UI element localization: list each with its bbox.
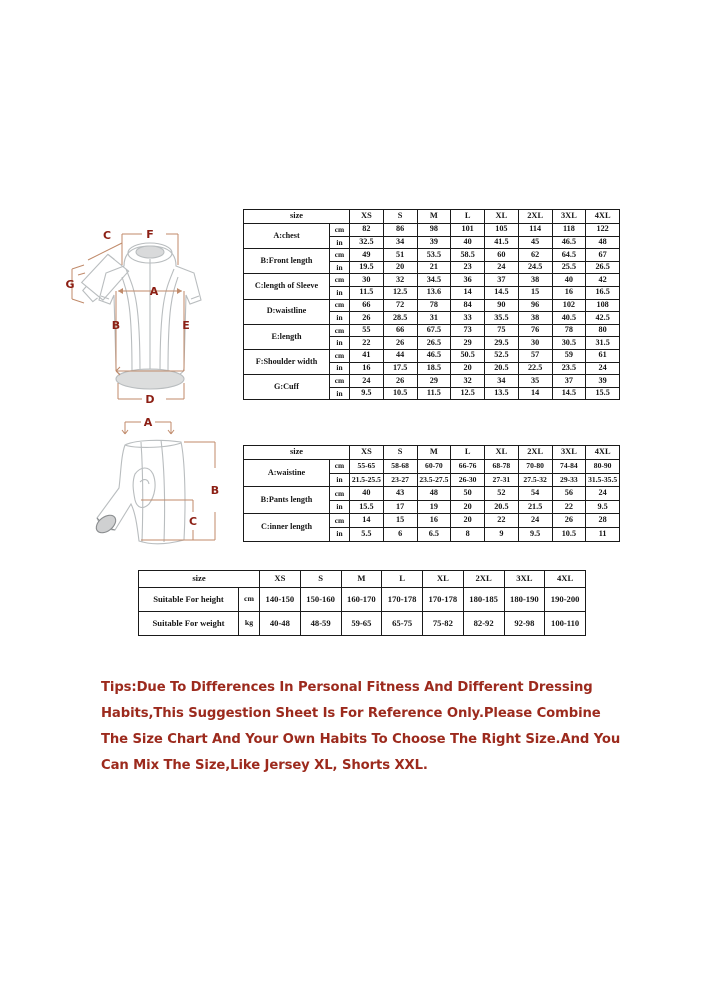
- column-header-m: M: [417, 446, 451, 460]
- cell-value: 44: [383, 349, 417, 362]
- column-header-4xl: 4XL: [545, 571, 586, 588]
- cell-value: 64.5: [552, 249, 586, 262]
- cell-value: 39: [586, 375, 620, 388]
- sizing-tips-text: Tips:Due To Differences In Personal Fitness And Different Dressing Habits,This Suggestion Sheet Is For Reference Only.Please Combine The Size Chart And Your Own Habits To Choose The Right Size.And You Can Mix The Size,Like Jersey XL, Shorts XXL.: [101, 680, 621, 773]
- cell-value: 22: [485, 514, 519, 528]
- cell-value: 12.5: [383, 286, 417, 299]
- cycling-jersey-diagram: [60, 203, 240, 408]
- column-header-s: S: [383, 210, 417, 224]
- cell-value: 34: [383, 236, 417, 249]
- cell-value: 14: [451, 286, 485, 299]
- cell-value: 100-110: [545, 612, 586, 636]
- jersey-diagram-container: [60, 203, 240, 408]
- column-header-xs: XS: [350, 210, 384, 224]
- table-row: [244, 375, 620, 388]
- jersey-marker-F: F: [146, 228, 154, 241]
- unit-kg: kg: [239, 612, 260, 636]
- cell-value: 26: [552, 514, 586, 528]
- cell-value: 24.5: [518, 261, 552, 274]
- cell-value: 41.5: [485, 236, 519, 249]
- row-label-waistline: D:waistline: [244, 299, 330, 324]
- jersey-marker-C: C: [102, 229, 112, 242]
- unit-cm: cm: [330, 514, 350, 528]
- cell-value: 56: [552, 487, 586, 501]
- shorts-marker-labels: [144, 416, 219, 528]
- cell-value: 21: [417, 261, 451, 274]
- row-label-suitable-weight: Suitable For weight: [139, 612, 239, 636]
- jersey-marker-D: D: [145, 393, 155, 406]
- cell-value: 48: [417, 487, 451, 501]
- shorts-diagram-container: [85, 412, 237, 557]
- row-label-pants-length: B:Pants length: [244, 487, 330, 514]
- cell-value: 42.5: [586, 312, 620, 325]
- unit-cm: cm: [330, 349, 350, 362]
- body-size-table: [138, 570, 586, 636]
- cell-value: 28: [586, 514, 620, 528]
- cell-value: 180-185: [463, 588, 504, 612]
- unit-in: in: [330, 312, 350, 325]
- cell-value: 105: [485, 224, 519, 237]
- table-row: [244, 487, 620, 501]
- cell-value: 38: [518, 274, 552, 287]
- cell-value: 72: [383, 299, 417, 312]
- cell-value: 28.5: [383, 312, 417, 325]
- cell-value: 50.5: [451, 349, 485, 362]
- row-label-sleeve-length: C:length of Sleeve: [244, 274, 330, 299]
- table-row: [244, 460, 620, 474]
- cell-value: 23.5-27.5: [417, 473, 451, 487]
- column-header-2xl: 2XL: [463, 571, 504, 588]
- cell-value: 14.5: [552, 387, 586, 400]
- cell-value: 52.5: [485, 349, 519, 362]
- cell-value: 37: [485, 274, 519, 287]
- cell-value: 160-170: [341, 588, 382, 612]
- cell-value: 34.5: [417, 274, 451, 287]
- cell-value: 55-65: [350, 460, 384, 474]
- cell-value: 59-65: [341, 612, 382, 636]
- column-header-xs: XS: [350, 446, 384, 460]
- cell-value: 26.5: [586, 261, 620, 274]
- cell-value: 13.6: [417, 286, 451, 299]
- jersey-outline: [75, 243, 201, 389]
- cell-value: 16: [552, 286, 586, 299]
- cell-value: 75: [485, 324, 519, 337]
- column-header-s: S: [300, 571, 341, 588]
- cell-value: 17: [383, 500, 417, 514]
- cell-value: 11.5: [350, 286, 384, 299]
- cell-value: 40.5: [552, 312, 586, 325]
- cell-value: 9.5: [586, 500, 620, 514]
- cell-value: 20: [451, 500, 485, 514]
- cell-value: 49: [350, 249, 384, 262]
- unit-in: in: [330, 337, 350, 350]
- cell-value: 61: [586, 349, 620, 362]
- cell-value: 13.5: [485, 387, 519, 400]
- table-row: [244, 514, 620, 528]
- cell-value: 23: [451, 261, 485, 274]
- table-row: [244, 299, 620, 312]
- cell-value: 26: [350, 312, 384, 325]
- cell-value: 170-178: [423, 588, 464, 612]
- cell-value: 31.5: [586, 337, 620, 350]
- cell-value: 59: [552, 349, 586, 362]
- cell-value: 43: [383, 487, 417, 501]
- cell-value: 60-70: [417, 460, 451, 474]
- cell-value: 30.5: [552, 337, 586, 350]
- cell-value: 21.5-25.5: [350, 473, 384, 487]
- cell-value: 76: [518, 324, 552, 337]
- cell-value: 60: [485, 249, 519, 262]
- cell-value: 150-160: [300, 588, 341, 612]
- column-header-3xl: 3XL: [552, 210, 586, 224]
- cell-value: 31.5-35.5: [586, 473, 620, 487]
- cell-value: 73: [451, 324, 485, 337]
- cell-value: 51: [383, 249, 417, 262]
- cell-value: 92-98: [504, 612, 545, 636]
- cycling-shorts-diagram: [85, 412, 237, 557]
- unit-in: in: [330, 362, 350, 375]
- cell-value: 68-78: [485, 460, 519, 474]
- cell-value: 26.5: [417, 337, 451, 350]
- cell-value: 15.5: [350, 500, 384, 514]
- cell-value: 40-48: [260, 612, 301, 636]
- table-row: [244, 274, 620, 287]
- cell-value: 35: [518, 375, 552, 388]
- jersey-size-table: [243, 209, 620, 400]
- cell-value: 45: [518, 236, 552, 249]
- unit-in: in: [330, 387, 350, 400]
- unit-in: in: [330, 500, 350, 514]
- cell-value: 26-30: [451, 473, 485, 487]
- cell-value: 24: [518, 514, 552, 528]
- unit-cm: cm: [330, 324, 350, 337]
- cell-value: 53.5: [417, 249, 451, 262]
- cell-value: 40: [350, 487, 384, 501]
- cell-value: 122: [586, 224, 620, 237]
- unit-in: in: [330, 473, 350, 487]
- cell-value: 24: [350, 375, 384, 388]
- cell-value: 39: [417, 236, 451, 249]
- shorts-marker-B: B: [210, 484, 220, 497]
- cell-value: 96: [518, 299, 552, 312]
- table-row: [244, 224, 620, 237]
- cell-value: 19.5: [350, 261, 384, 274]
- table-row: [139, 612, 586, 636]
- row-label-length: E:length: [244, 324, 330, 349]
- cell-value: 22: [552, 500, 586, 514]
- cell-value: 66: [383, 324, 417, 337]
- column-header-3xl: 3XL: [552, 446, 586, 460]
- table-header-row: [244, 446, 620, 460]
- cell-value: 41: [350, 349, 384, 362]
- cell-value: 101: [451, 224, 485, 237]
- column-header-xl: XL: [423, 571, 464, 588]
- cell-value: 67.5: [417, 324, 451, 337]
- cell-value: 78: [417, 299, 451, 312]
- cell-value: 37: [552, 375, 586, 388]
- cell-value: 40: [552, 274, 586, 287]
- table-row: [139, 588, 586, 612]
- cell-value: 36: [451, 274, 485, 287]
- cell-value: 27.5-32: [518, 473, 552, 487]
- column-header-xl: XL: [485, 210, 519, 224]
- cell-value: 6.5: [417, 527, 451, 541]
- shorts-marker-C: C: [188, 515, 198, 528]
- cell-value: 9: [485, 527, 519, 541]
- cell-value: 140-150: [260, 588, 301, 612]
- unit-in: in: [330, 236, 350, 249]
- cell-value: 70-80: [518, 460, 552, 474]
- cell-value: 67: [586, 249, 620, 262]
- cell-value: 118: [552, 224, 586, 237]
- cell-value: 52: [485, 487, 519, 501]
- cell-value: 5.5: [350, 527, 384, 541]
- cell-value: 180-190: [504, 588, 545, 612]
- cell-value: 108: [586, 299, 620, 312]
- cell-value: 29: [417, 375, 451, 388]
- cell-value: 10.5: [383, 387, 417, 400]
- cell-value: 38: [518, 312, 552, 325]
- table-header-row: [139, 571, 586, 588]
- cell-value: 58-68: [383, 460, 417, 474]
- column-header-size: size: [244, 446, 350, 460]
- cell-value: 48: [586, 236, 620, 249]
- cell-value: 10.5: [552, 527, 586, 541]
- column-header-l: L: [451, 446, 485, 460]
- cell-value: 32: [383, 274, 417, 287]
- row-label-inner-length: C:inner length: [244, 514, 330, 541]
- cell-value: 22.5: [518, 362, 552, 375]
- column-header-xs: XS: [260, 571, 301, 588]
- jersey-marker-B: B: [111, 319, 121, 332]
- table-row: [244, 349, 620, 362]
- cell-value: 42: [586, 274, 620, 287]
- row-label-suitable-height: Suitable For height: [139, 588, 239, 612]
- cell-value: 50: [451, 487, 485, 501]
- unit-cm: cm: [330, 460, 350, 474]
- cell-value: 74-84: [552, 460, 586, 474]
- unit-in: in: [330, 286, 350, 299]
- cell-value: 29-33: [552, 473, 586, 487]
- shorts-outline: [93, 440, 185, 544]
- cell-value: 170-178: [382, 588, 423, 612]
- cell-value: 32.5: [350, 236, 384, 249]
- table-row: [244, 249, 620, 262]
- cell-value: 82-92: [463, 612, 504, 636]
- cell-value: 102: [552, 299, 586, 312]
- row-label-waistine: A:waistine: [244, 460, 330, 487]
- cell-value: 114: [518, 224, 552, 237]
- cell-value: 190-200: [545, 588, 586, 612]
- jersey-marker-A: A: [149, 285, 159, 298]
- row-label-chest: A:chest: [244, 224, 330, 249]
- unit-cm: cm: [239, 588, 260, 612]
- column-header-2xl: 2XL: [518, 210, 552, 224]
- table-header-row: [244, 210, 620, 224]
- column-header-l: L: [451, 210, 485, 224]
- cell-value: 40: [451, 236, 485, 249]
- unit-in: in: [330, 527, 350, 541]
- cell-value: 11.5: [417, 387, 451, 400]
- cell-value: 66: [350, 299, 384, 312]
- cell-value: 20.5: [485, 362, 519, 375]
- cell-value: 16: [350, 362, 384, 375]
- cell-value: 18.5: [417, 362, 451, 375]
- cell-value: 25.5: [552, 261, 586, 274]
- shorts-marker-A: A: [143, 416, 153, 429]
- column-header-3xl: 3XL: [504, 571, 545, 588]
- cell-value: 14.5: [485, 286, 519, 299]
- jersey-marker-G: G: [65, 278, 75, 291]
- column-header-size: size: [139, 571, 260, 588]
- column-header-s: S: [383, 446, 417, 460]
- cell-value: 86: [383, 224, 417, 237]
- cell-value: 98: [417, 224, 451, 237]
- cell-value: 24: [485, 261, 519, 274]
- cell-value: 62: [518, 249, 552, 262]
- cell-value: 20.5: [485, 500, 519, 514]
- column-header-size: size: [244, 210, 350, 224]
- unit-cm: cm: [330, 274, 350, 287]
- cell-value: 80: [586, 324, 620, 337]
- cell-value: 15.5: [586, 387, 620, 400]
- unit-in: in: [330, 261, 350, 274]
- cell-value: 57: [518, 349, 552, 362]
- column-header-m: M: [417, 210, 451, 224]
- column-header-l: L: [382, 571, 423, 588]
- cell-value: 80-90: [586, 460, 620, 474]
- cell-value: 32: [451, 375, 485, 388]
- cell-value: 16: [417, 514, 451, 528]
- cell-value: 65-75: [382, 612, 423, 636]
- cell-value: 19: [417, 500, 451, 514]
- column-header-xl: XL: [485, 446, 519, 460]
- cell-value: 82: [350, 224, 384, 237]
- cell-value: 14: [350, 514, 384, 528]
- cell-value: 9.5: [518, 527, 552, 541]
- row-label-front-length: B:Front length: [244, 249, 330, 274]
- cell-value: 21.5: [518, 500, 552, 514]
- column-header-4xl: 4XL: [586, 210, 620, 224]
- cell-value: 30: [350, 274, 384, 287]
- cell-value: 55: [350, 324, 384, 337]
- cell-value: 11: [586, 527, 620, 541]
- cell-value: 46.5: [552, 236, 586, 249]
- cell-value: 54: [518, 487, 552, 501]
- cell-value: 24: [586, 487, 620, 501]
- cell-value: 26: [383, 337, 417, 350]
- cell-value: 26: [383, 375, 417, 388]
- cell-value: 31: [417, 312, 451, 325]
- shorts-size-table: [243, 445, 620, 542]
- cell-value: 20: [451, 514, 485, 528]
- cell-value: 17.5: [383, 362, 417, 375]
- column-header-4xl: 4XL: [586, 446, 620, 460]
- cell-value: 58.5: [451, 249, 485, 262]
- cell-value: 8: [451, 527, 485, 541]
- cell-value: 20: [451, 362, 485, 375]
- row-label-cuff: G:Cuff: [244, 375, 330, 400]
- cell-value: 75-82: [423, 612, 464, 636]
- unit-cm: cm: [330, 249, 350, 262]
- cell-value: 46.5: [417, 349, 451, 362]
- unit-cm: cm: [330, 224, 350, 237]
- table-row: [244, 324, 620, 337]
- cell-value: 27-31: [485, 473, 519, 487]
- cell-value: 23.5: [552, 362, 586, 375]
- cell-value: 6: [383, 527, 417, 541]
- cell-value: 22: [350, 337, 384, 350]
- unit-cm: cm: [330, 375, 350, 388]
- cell-value: 14: [518, 387, 552, 400]
- cell-value: 66-76: [451, 460, 485, 474]
- cell-value: 23-27: [383, 473, 417, 487]
- cell-value: 35.5: [485, 312, 519, 325]
- cell-value: 15: [518, 286, 552, 299]
- jersey-marker-E: E: [182, 319, 190, 332]
- cell-value: 9.5: [350, 387, 384, 400]
- cell-value: 16.5: [586, 286, 620, 299]
- cell-value: 15: [383, 514, 417, 528]
- cell-value: 34: [485, 375, 519, 388]
- row-label-shoulder-width: F:Shoulder width: [244, 349, 330, 374]
- cell-value: 24: [586, 362, 620, 375]
- cell-value: 29.5: [485, 337, 519, 350]
- unit-cm: cm: [330, 487, 350, 501]
- cell-value: 84: [451, 299, 485, 312]
- column-header-m: M: [341, 571, 382, 588]
- cell-value: 78: [552, 324, 586, 337]
- cell-value: 20: [383, 261, 417, 274]
- cell-value: 90: [485, 299, 519, 312]
- cell-value: 30: [518, 337, 552, 350]
- cell-value: 33: [451, 312, 485, 325]
- cell-value: 48-59: [300, 612, 341, 636]
- column-header-2xl: 2XL: [518, 446, 552, 460]
- cell-value: 12.5: [451, 387, 485, 400]
- unit-cm: cm: [330, 299, 350, 312]
- cell-value: 29: [451, 337, 485, 350]
